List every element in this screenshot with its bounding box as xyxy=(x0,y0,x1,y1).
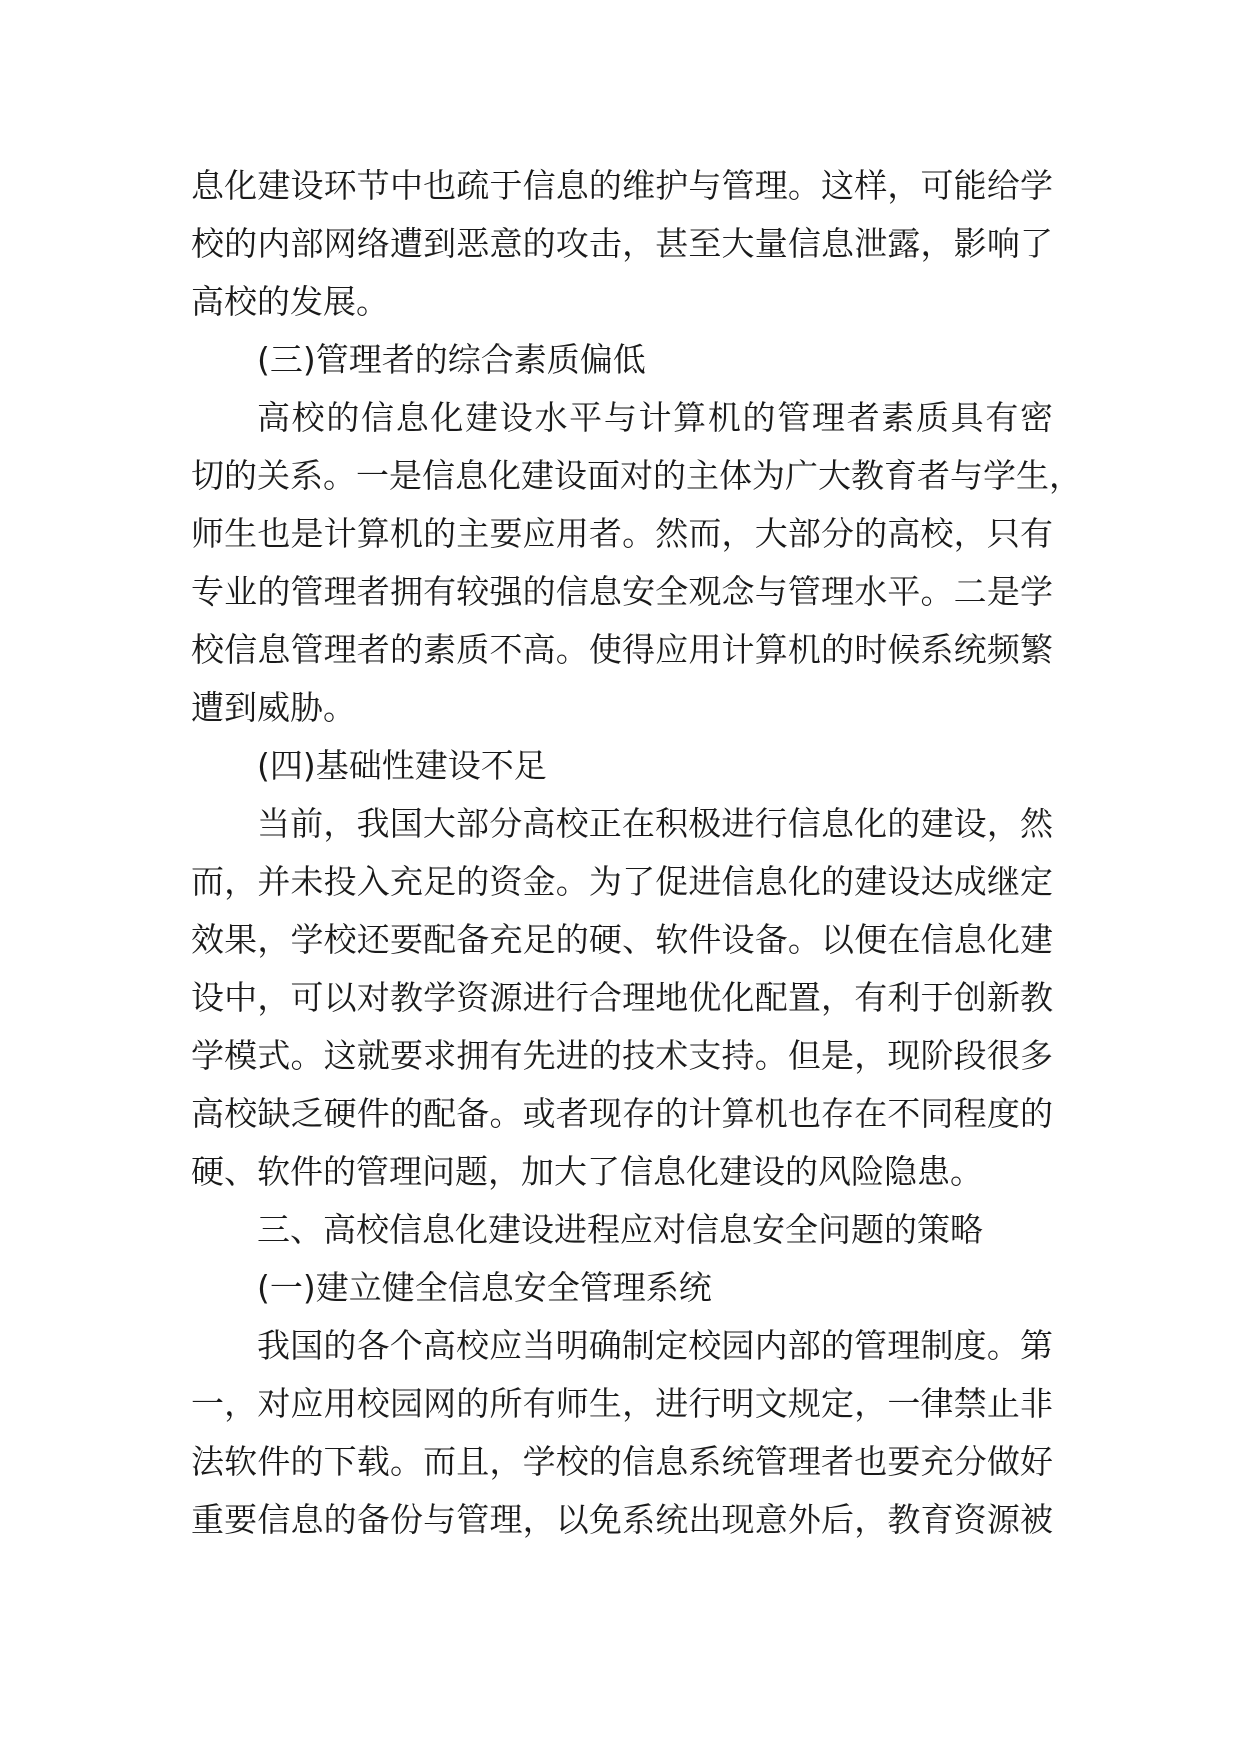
body-text-line: 效果，学校还要配备充足的硬、软件设备。以便在信息化建 xyxy=(191,920,1053,959)
section-heading: (一)建立健全信息安全管理系统 xyxy=(257,1268,712,1307)
chapter-heading: 三、高校信息化建设进程应对信息安全问题的策略 xyxy=(257,1210,983,1249)
body-text-line: 我国的各个高校应当明确制定校园内部的管理制度。第 xyxy=(257,1326,1053,1365)
body-text-line: 重要信息的备份与管理，以免系统出现意外后，教育资源被 xyxy=(191,1500,1053,1539)
body-text-line: 师生也是计算机的主要应用者。然而，大部分的高校，只有 xyxy=(191,514,1053,553)
body-text-line: 校信息管理者的素质不高。使得应用计算机的时候系统频繁 xyxy=(191,630,1053,669)
body-text-line: 而，并未投入充足的资金。为了促进信息化的建设达成继定 xyxy=(191,862,1053,901)
body-text-line: 一，对应用校园网的所有师生，进行明文规定，一律禁止非 xyxy=(191,1384,1053,1423)
body-text-line: 切的关系。一是信息化建设面对的主体为广大教育者与学生， xyxy=(191,456,1082,495)
body-text-line: 高校的发展。 xyxy=(191,282,389,321)
section-heading: (四)基础性建设不足 xyxy=(257,746,547,785)
body-text-line: 高校的信息化建设水平与计算机的管理者素质具有密 xyxy=(257,398,1053,437)
body-text-line: 学模式。这就要求拥有先进的技术支持。但是，现阶段很多 xyxy=(191,1036,1053,1075)
body-text-line: 遭到威胁。 xyxy=(191,688,356,727)
body-text-line: 设中，可以对教学资源进行合理地优化配置，有利于创新教 xyxy=(191,978,1053,1017)
body-text-line: 校的内部网络遭到恶意的攻击，甚至大量信息泄露，影响了 xyxy=(191,224,1053,263)
body-text-line: 高校缺乏硬件的配备。或者现存的计算机也存在不同程度的 xyxy=(191,1094,1053,1133)
body-text-line: 专业的管理者拥有较强的信息安全观念与管理水平。二是学 xyxy=(191,572,1053,611)
body-text-line: 当前，我国大部分高校正在积极进行信息化的建设，然 xyxy=(257,804,1053,843)
section-heading: (三)管理者的综合素质偏低 xyxy=(257,340,646,379)
body-text-line: 硬、软件的管理问题，加大了信息化建设的风险隐患。 xyxy=(191,1152,983,1191)
body-text-line: 息化建设环节中也疏于信息的维护与管理。这样，可能给学 xyxy=(191,166,1053,205)
body-text-line: 法软件的下载。而且，学校的信息系统管理者也要充分做好 xyxy=(191,1442,1053,1481)
